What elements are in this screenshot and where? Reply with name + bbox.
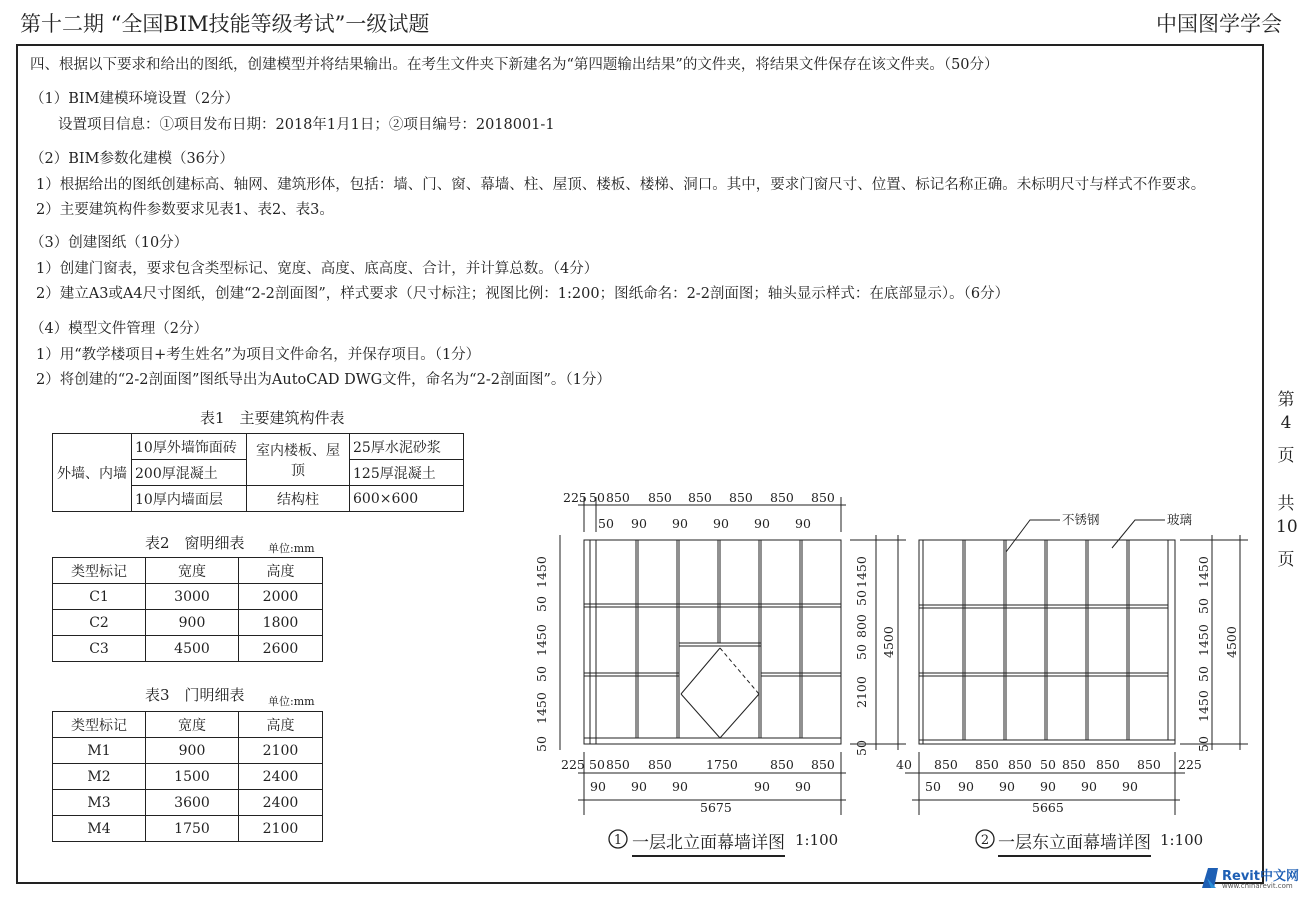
table2-header: 宽度 <box>146 558 239 584</box>
leader-glass <box>1112 520 1165 548</box>
table1-title: 表1 主要建筑构件表 <box>200 409 345 427</box>
drawing-1-title: 一层北立面幕墙详图 <box>632 828 785 857</box>
page-label-ye-2: 页 <box>1277 550 1295 570</box>
table3-cell: 900 <box>146 738 239 764</box>
dim-top-225: 225 <box>563 490 587 505</box>
revit-r-icon <box>1200 866 1220 890</box>
table2-title: 表2 窗明细表 <box>145 534 245 552</box>
table3-header: 高度 <box>239 712 323 738</box>
dim-bottom: 850 <box>1096 757 1120 772</box>
dim-right: 800 <box>854 614 869 638</box>
table3-cell: 3600 <box>146 790 239 816</box>
table-row <box>53 584 323 610</box>
dim-bottom-sub: 90 <box>754 779 770 794</box>
logo-brand: Revit中文网 <box>1222 869 1299 884</box>
page-total: 10 <box>1276 517 1298 537</box>
dim-right: 1450 <box>1196 624 1211 656</box>
table-row <box>53 790 323 816</box>
dim-bottom: 225 <box>1178 757 1202 772</box>
dim-bottom: 850 <box>1008 757 1032 772</box>
dim-right: 1450 <box>854 556 869 588</box>
question-intro: 四、根据以下要求和给出的图纸，创建模型并将结果输出。在考生文件夹下新建名为“第四题输出结果”的文件夹，将结果文件保存在该文件夹。（50分） <box>30 57 999 73</box>
dim-bottom: 850 <box>1062 757 1086 772</box>
dim-right: 50 <box>1196 666 1211 682</box>
table2-cell: 2000 <box>239 584 323 610</box>
dim-left: 1450 <box>534 692 549 724</box>
dim-bottom-sub: 50 <box>925 779 941 794</box>
page-label-ye: 页 <box>1277 446 1295 466</box>
dim-bottom-sub: 90 <box>958 779 974 794</box>
dim-top-sub: 50 <box>598 516 614 531</box>
table2-cell: C2 <box>53 610 146 636</box>
dim-bottom: 50 <box>1040 757 1056 772</box>
table3-title: 表3 门明细表 <box>145 686 245 704</box>
table3-cell: M2 <box>53 764 146 790</box>
dim-bottom: 850 <box>648 757 672 772</box>
dim-right: 50 <box>854 644 869 660</box>
table-row <box>53 764 323 790</box>
section-2-line-1: 1）根据给出的图纸创建标高、轴网、建筑形体，包括：墙、门、窗、幕墙、柱、屋顶、楼板、楼梯、洞口。其中，要求门窗尺寸、位置、标记名称正确。未标明尺寸与样式不作要求。 <box>36 177 1206 193</box>
table2-cell: 2600 <box>239 636 323 662</box>
table3-cell: 2100 <box>239 738 323 764</box>
table3-cell: 2100 <box>239 816 323 842</box>
table2-cell: C3 <box>53 636 146 662</box>
section-4-line-2: 2）将创建的“2-2剖面图”图纸导出为AutoCAD DWG文件，命名为“2-2剖面图”。（1分） <box>36 372 611 388</box>
dim-top-850: 850 <box>770 490 794 505</box>
dim-top-850: 850 <box>688 490 712 505</box>
dim-top-850: 850 <box>811 490 835 505</box>
dim-right: 50 <box>1196 598 1211 614</box>
table2-cell: 4500 <box>146 636 239 662</box>
dim-bottom-sub: 90 <box>999 779 1015 794</box>
table1-cell: 10厚外墙饰面砖 <box>132 434 247 460</box>
dim-top-sub: 90 <box>795 516 811 531</box>
label-stainless-steel: 不锈钢 <box>1062 512 1100 527</box>
section-4-title: （4）模型文件管理（2分） <box>30 321 208 337</box>
page-label-gong: 共 <box>1277 494 1295 514</box>
table2-cell: C1 <box>53 584 146 610</box>
drawing-2-title: 一层东立面幕墙详图 <box>998 828 1151 857</box>
section-3-title: （3）创建图纸（10分） <box>30 235 189 251</box>
table3-unit: 单位:mm <box>268 695 315 708</box>
drawing-1-number-circle <box>606 826 632 852</box>
label-glass: 玻璃 <box>1167 512 1193 527</box>
organization-name: 中国图学学会 <box>1156 12 1282 36</box>
table-row <box>53 738 323 764</box>
table1-floor-label: 室内楼板、屋顶 <box>247 434 350 486</box>
dim-top-sub: 90 <box>631 516 647 531</box>
dim-top-850: 850 <box>606 490 630 505</box>
dim-bottom-sub: 90 <box>631 779 647 794</box>
drawing-1-number: 1 <box>613 833 623 848</box>
dim-top-sub: 90 <box>754 516 770 531</box>
dim-bottom: 1750 <box>706 757 738 772</box>
dim-right: 2100 <box>854 676 869 708</box>
dim-left: 1450 <box>534 624 549 656</box>
dim-left: 1450 <box>534 556 549 588</box>
section-3-line-2: 2）建立A3或A4尺寸图纸，创建“2-2剖面图”，样式要求（尺寸标注；视图比例：1:200；图纸命名：2-2剖面图；轴头显示样式：在底部显示）。（6分） <box>36 286 1010 302</box>
section-2-title: （2）BIM参数化建模（36分） <box>30 151 234 167</box>
section-2-line-2: 2）主要建筑构件参数要求见表1、表2、表3。 <box>36 202 334 218</box>
dim-top-sub: 90 <box>672 516 688 531</box>
drawing-2-scale: 1:100 <box>1160 831 1204 849</box>
dim-bottom-sub: 90 <box>1081 779 1097 794</box>
leader-steel <box>1006 520 1060 552</box>
dim-top-sub: 90 <box>713 516 729 531</box>
section-1-title: （1）BIM建模环境设置（2分） <box>30 91 240 107</box>
table1-cell: 600×600 <box>350 486 464 512</box>
door-panel <box>679 643 761 738</box>
dim-bottom: 40 <box>896 757 912 772</box>
drawing-2-number: 2 <box>980 833 990 848</box>
table1-cell: 25厚水泥砂浆 <box>350 434 464 460</box>
table3-cell: 2400 <box>239 790 323 816</box>
table1-cell: 10厚内墙面层 <box>132 486 247 512</box>
dim-bottom: 50 <box>589 757 605 772</box>
table3-cell: M1 <box>53 738 146 764</box>
section-4-line-1: 1）用“教学楼项目+考生姓名”为项目文件命名，并保存项目。（1分） <box>36 347 481 363</box>
dim-bottom: 850 <box>1137 757 1161 772</box>
section-3-line-1: 1）创建门窗表，要求包含类型标记、宽度、高度、底高度、合计，并计算总数。（4分） <box>36 261 599 277</box>
dim-bottom: 850 <box>770 757 794 772</box>
drawing-east-elevation <box>880 500 1260 820</box>
table2-cell: 1800 <box>239 610 323 636</box>
table1-wall-label: 外墙、内墙 <box>53 434 132 512</box>
dim-total-width: 5675 <box>700 800 732 815</box>
exam-title: 第十二期 “全国BIM技能等级考试”一级试题 <box>20 12 430 36</box>
table2-cell: 900 <box>146 610 239 636</box>
logo-url: www.chinarevit.com <box>1222 882 1293 890</box>
dim-right: 1450 <box>1196 690 1211 722</box>
dim-top-850: 850 <box>648 490 672 505</box>
dim-top-850: 850 <box>729 490 753 505</box>
dim-bottom: 850 <box>975 757 999 772</box>
section-1-line-1: 设置项目信息：①项目发布日期：2018年1月1日；②项目编号：2018001-1 <box>58 117 555 133</box>
table3-cell: M3 <box>53 790 146 816</box>
dim-right: 50 <box>1196 736 1211 752</box>
dim-bottom: 850 <box>606 757 630 772</box>
table3-header: 宽度 <box>146 712 239 738</box>
dim-right: 50 <box>854 740 869 756</box>
table2-cell: 3000 <box>146 584 239 610</box>
dim-bottom-sub: 90 <box>590 779 606 794</box>
table3-doors <box>52 711 323 842</box>
dim-right-total: 4500 <box>881 626 896 658</box>
table2-header: 类型标记 <box>53 558 146 584</box>
drawing-1-scale: 1:100 <box>795 831 839 849</box>
dim-bottom: 225 <box>561 757 585 772</box>
table1-cell: 125厚混凝土 <box>350 460 464 486</box>
table2-header: 高度 <box>239 558 323 584</box>
dim-bottom-sub: 90 <box>1122 779 1138 794</box>
table1-components <box>52 433 464 512</box>
table1-col-label: 结构柱 <box>247 486 350 512</box>
table-row <box>53 636 323 662</box>
table3-header: 类型标记 <box>53 712 146 738</box>
dim-top-50: 50 <box>589 490 605 505</box>
dim-bottom-sub: 90 <box>1040 779 1056 794</box>
dim-bottom-sub: 90 <box>795 779 811 794</box>
watermark-logo <box>1200 864 1304 894</box>
drawing-north-elevation <box>520 484 896 864</box>
dim-left: 50 <box>534 736 549 752</box>
dim-right: 50 <box>854 590 869 606</box>
drawing-2-number-circle <box>973 826 999 852</box>
dim-bottom-sub: 90 <box>672 779 688 794</box>
dim-total-width: 5665 <box>1032 800 1064 815</box>
dim-bottom: 850 <box>934 757 958 772</box>
table3-cell: 1500 <box>146 764 239 790</box>
table3-cell: 1750 <box>146 816 239 842</box>
dim-left: 50 <box>534 666 549 682</box>
table3-cell: M4 <box>53 816 146 842</box>
table2-windows <box>52 557 323 662</box>
table2-unit: 单位:mm <box>268 542 315 555</box>
dim-right: 1450 <box>1196 556 1211 588</box>
table1-cell: 200厚混凝土 <box>132 460 247 486</box>
page-label-di: 第 <box>1277 390 1295 410</box>
table-row <box>53 610 323 636</box>
dim-left: 50 <box>534 596 549 612</box>
table-row <box>53 816 323 842</box>
page-number: 4 <box>1280 413 1292 433</box>
dim-bottom: 850 <box>811 757 835 772</box>
dim-right-total: 4500 <box>1224 626 1239 658</box>
table3-cell: 2400 <box>239 764 323 790</box>
